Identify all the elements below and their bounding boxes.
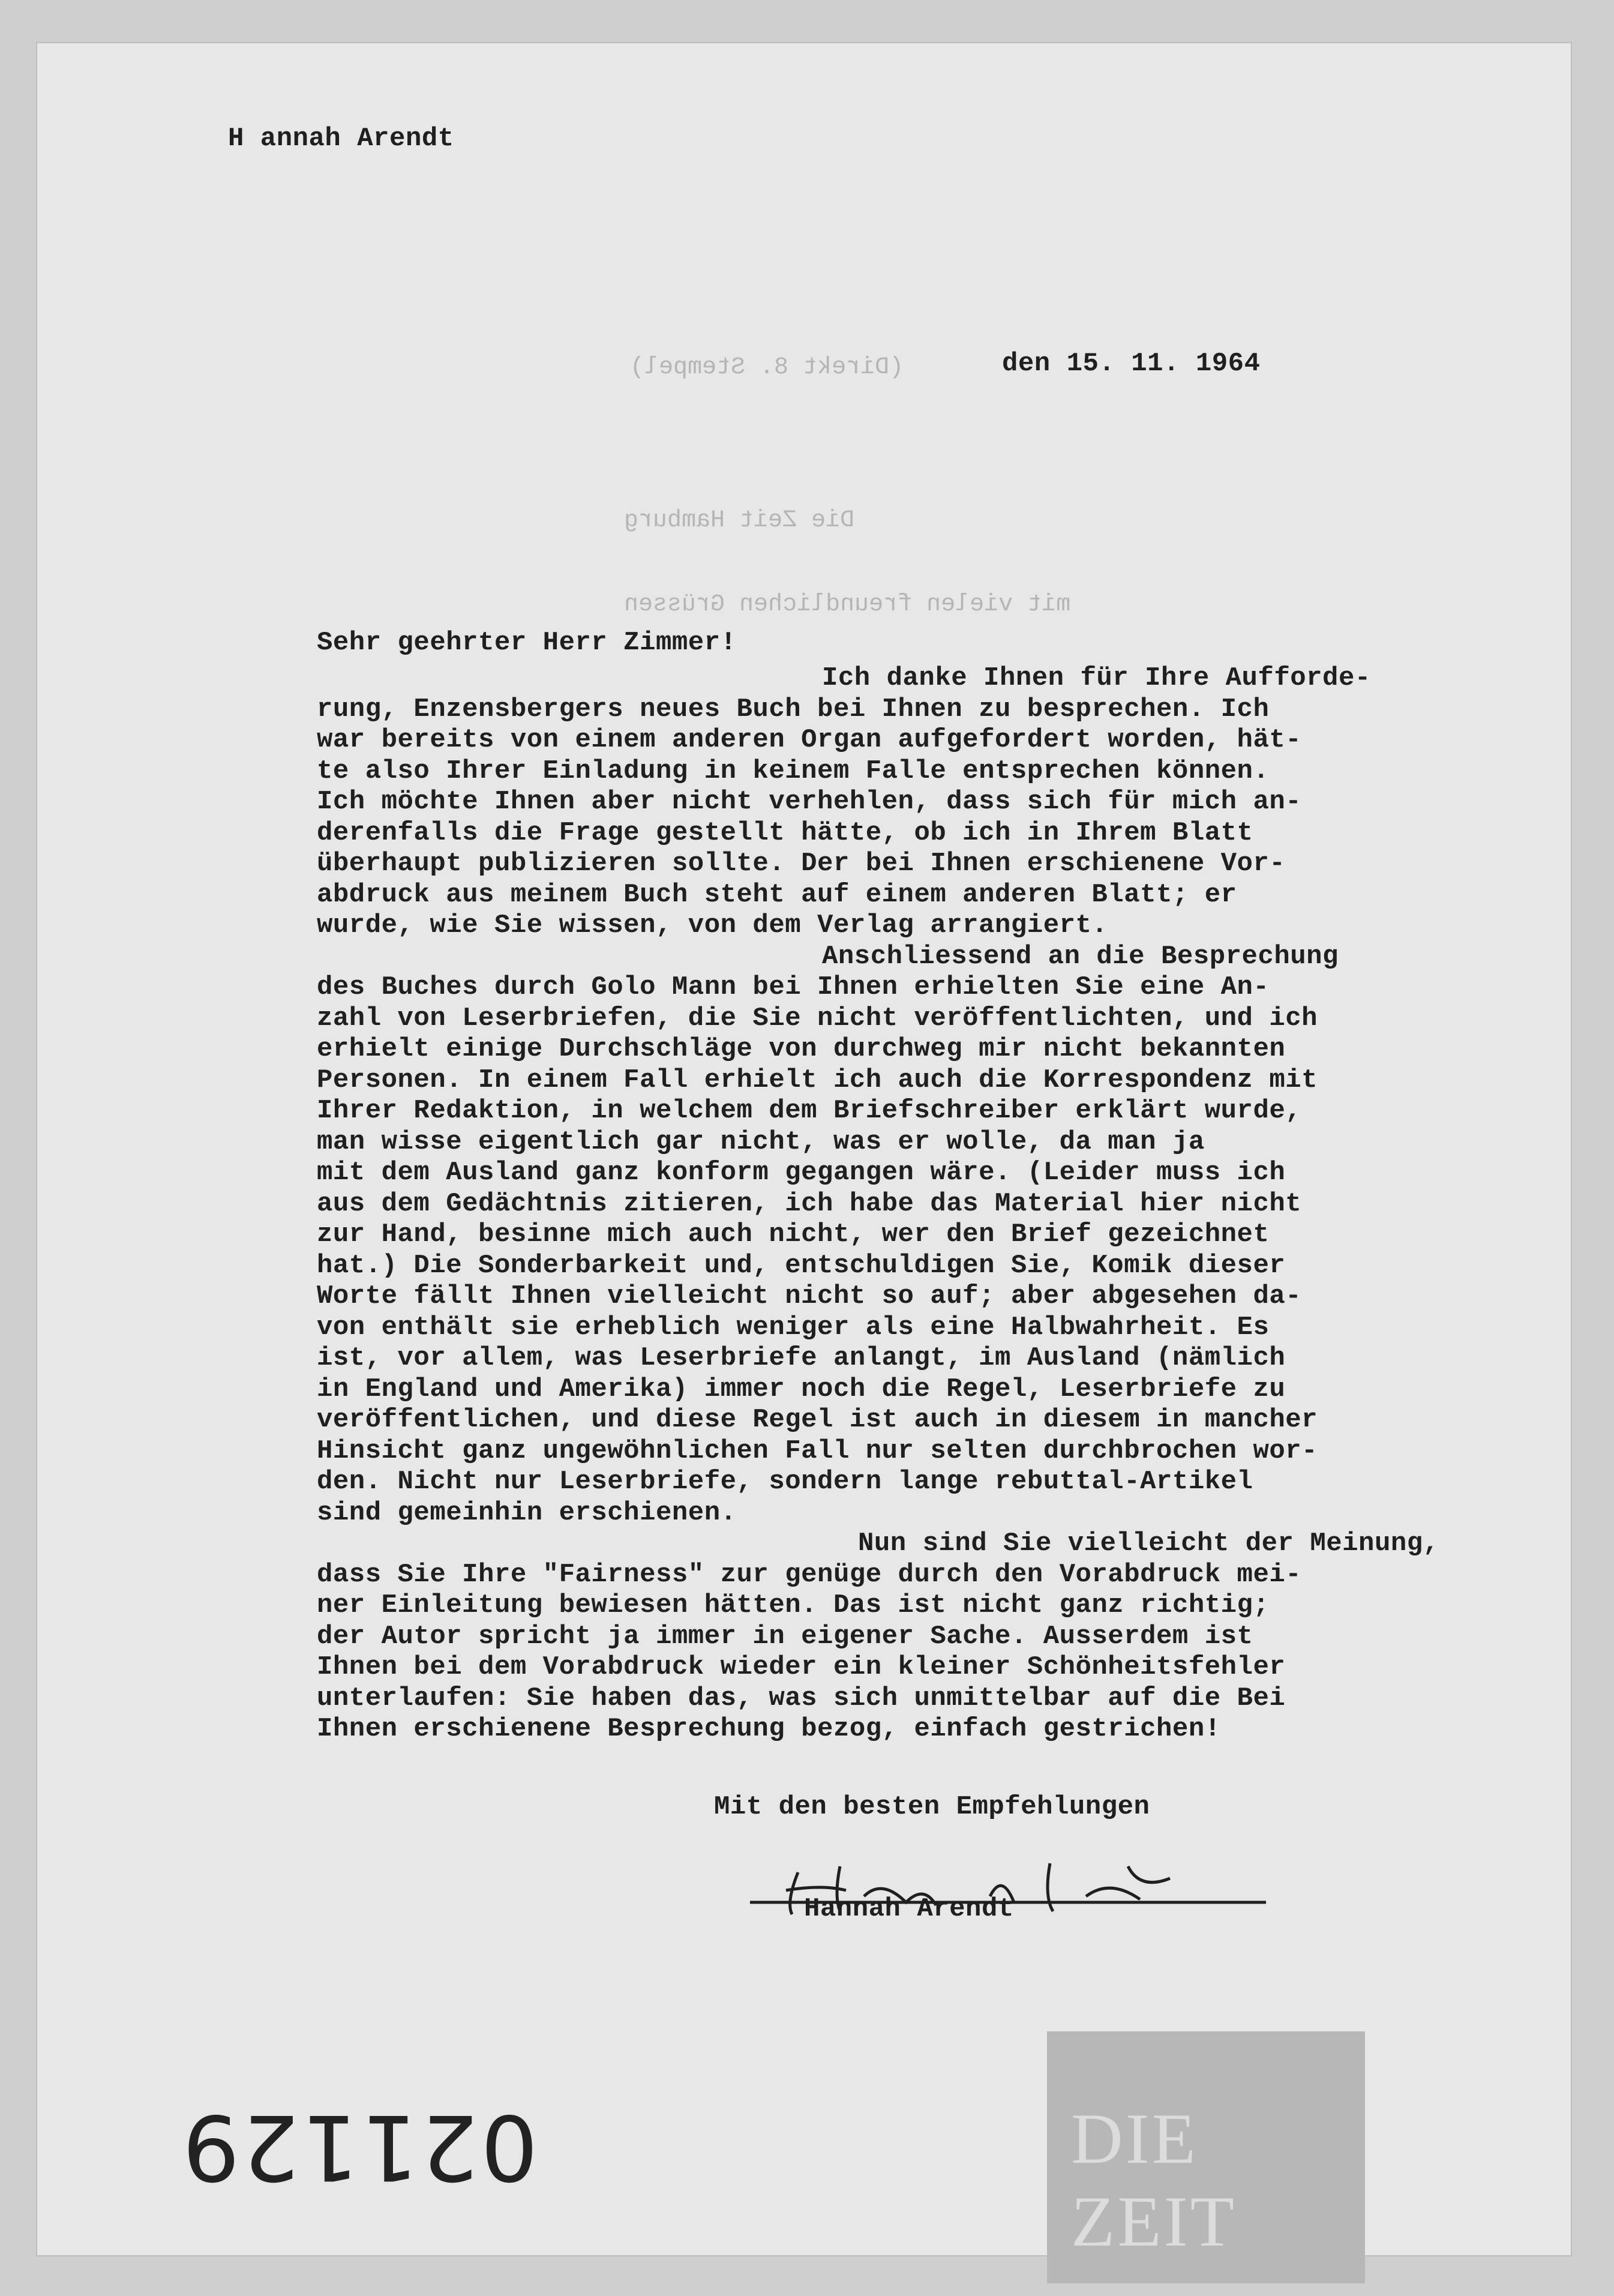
body-line: von enthält sie erheblich weniger als eine Halbwahrheit. Es <box>317 1312 1270 1342</box>
body-line: zahl von Leserbriefen, die Sie nicht veröffentlichten, und ich <box>317 1003 1318 1033</box>
body-line: Anschliessend an die Besprechung <box>822 941 1339 972</box>
body-line: Ihrer Redaktion, in welchem dem Briefschreiber erklärt wurde, <box>317 1096 1302 1126</box>
closing: Mit den besten Empfehlungen <box>714 1792 1150 1822</box>
archive-number: 021129 <box>180 2094 538 2199</box>
body-line: sind gemeinhin erschienen. <box>317 1497 737 1528</box>
body-line: zur Hand, besinne mich auch nicht, wer den Brief gezeichnet <box>317 1219 1270 1249</box>
body-line: hat.) Die Sonderbarkeit und, entschuldigen Sie, Komik dieser <box>317 1250 1286 1281</box>
body-line: ist, vor allem, was Leserbriefe anlangt, im Ausland (nämlich <box>317 1343 1286 1373</box>
body-line: den. Nicht nur Leserbriefe, sondern lange rebuttal-Artikel <box>317 1467 1253 1497</box>
stamp <box>1047 2031 1365 2283</box>
typed-signature: Hannah Arendt <box>804 1894 1014 1924</box>
bleed-through-text: (Direkt 8. Stempel) <box>630 354 904 381</box>
body-line: derenfalls die Frage gestellt hätte, ob ich in Ihrem Blatt <box>317 817 1253 848</box>
body-line: in England und Amerika) immer noch die Regel, Leserbriefe zu <box>317 1374 1286 1404</box>
body-line: war bereits von einem anderen Organ aufgefordert worden, hät- <box>317 725 1302 755</box>
body-line: Worte fällt Ihnen vielleicht nicht so auf; aber abgesehen da- <box>317 1281 1302 1311</box>
bleed-through-text: mit vielen freundlichen Grüssen <box>624 591 1071 618</box>
salutation: Sehr geehrter Herr Zimmer! <box>317 628 737 658</box>
body-line: mit dem Ausland ganz konform gegangen wäre. (Leider muss ich <box>317 1158 1286 1188</box>
body-line: abdruck aus meinem Buch steht auf einem anderen Blatt; er <box>317 879 1237 910</box>
body-line: rung, Enzensbergers neues Buch bei Ihnen zu besprechen. Ich <box>317 694 1270 724</box>
body-line: man wisse eigentlich gar nicht, was er wolle, da man ja <box>317 1126 1205 1157</box>
bleed-through-text: Die Zeit Hamburg <box>624 507 855 534</box>
body-line: überhaupt publizieren sollte. Der bei Ihnen erschienene Vor- <box>317 849 1286 879</box>
body-line: veröffentlichen, und diese Regel ist auch in diesem in mancher <box>317 1405 1318 1435</box>
body-line: unterlaufen: Sie haben das, was sich unmittelbar auf die Bei <box>317 1683 1286 1713</box>
body-line: wurde, wie Sie wissen, von dem Verlag arrangiert. <box>317 910 1108 940</box>
body-line: ner Einleitung bewiesen hätten. Das ist nicht ganz richtig; <box>317 1590 1270 1620</box>
body-line: der Autor spricht ja immer in eigener Sache. Ausserdem ist <box>317 1621 1253 1651</box>
body-line: Hinsicht ganz ungewöhnlichen Fall nur selten durchbrochen wor- <box>317 1435 1318 1466</box>
body-line: aus dem Gedächtnis zitieren, ich habe das Material hier nicht <box>317 1188 1302 1219</box>
body-line: te also Ihrer Einladung in keinem Falle entsprechen können. <box>317 756 1270 786</box>
body-line: dass Sie Ihre "Fairness" zur genüge durch den Vorabdruck mei- <box>317 1559 1302 1590</box>
body-line: Ich möchte Ihnen aber nicht verhehlen, dass sich für mich an- <box>317 787 1302 817</box>
body-line: Ihnen erschienene Besprechung bezog, einfach gestrichen! <box>317 1714 1221 1744</box>
letterhead-author: H annah Arendt <box>228 124 454 154</box>
body-line: Ich danke Ihnen für Ihre Aufforde- <box>822 663 1371 693</box>
body-line: des Buches durch Golo Mann bei Ihnen erhielten Sie eine An- <box>317 972 1270 1002</box>
body-line: erhielt einige Durchschläge von durchweg mir nicht bekannten <box>317 1034 1286 1064</box>
body-line: Personen. In einem Fall erhielt ich auch die Korrespondenz mit <box>317 1065 1318 1095</box>
date-line: den 15. 11. 1964 <box>1002 349 1261 379</box>
body-line: Nun sind Sie vielleicht der Meinung, <box>858 1528 1439 1558</box>
body-line: Ihnen bei dem Vorabdruck wieder ein kleiner Schönheitsfehler <box>317 1652 1286 1682</box>
stamp-text: DIE ZEIT <box>1071 2099 1237 2261</box>
